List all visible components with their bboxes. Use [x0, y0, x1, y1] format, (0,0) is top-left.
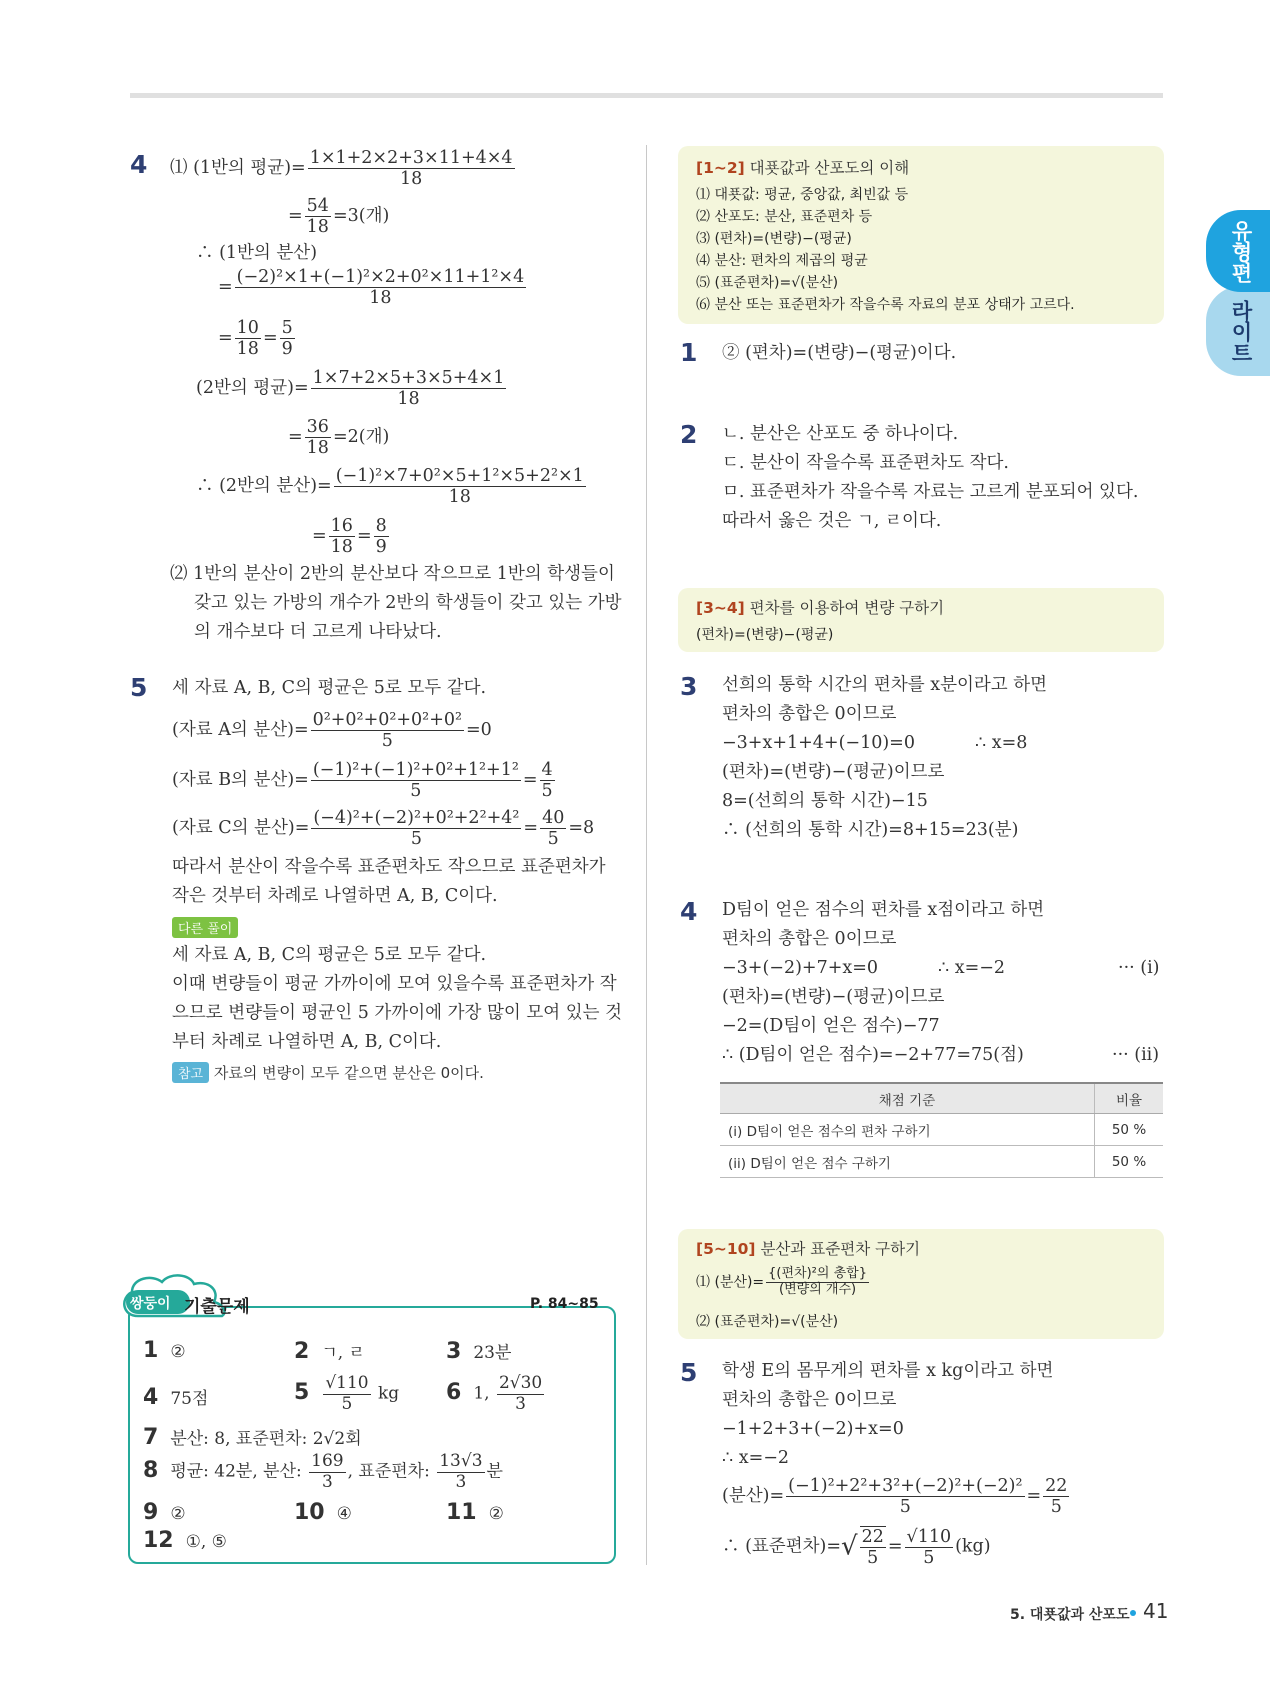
answer-6 — [446, 1374, 546, 1414]
answer-5-key: 5 — [294, 1379, 310, 1405]
side-tab-light[interactable] — [1206, 286, 1270, 376]
answer-11-key: 11 — [446, 1500, 477, 1525]
p5-b-r-den: 5 — [541, 781, 553, 802]
answer-10-key: 10 — [294, 1500, 325, 1525]
answer-9-value: ② — [170, 1504, 186, 1524]
p4-line-5: = $\frac{10}{18}$ = $\frac{5}{9}$ — [218, 318, 293, 360]
answer-key-title: 기출문제 — [184, 1297, 250, 1317]
grading-header-ratio: 비율 — [1095, 1083, 1164, 1114]
answer-7 — [143, 1424, 362, 1450]
q5-sd-label: ∴ (표준편차)= — [722, 1536, 842, 1557]
q5-var-den: 5 — [899, 1497, 911, 1518]
p4-line-7: = $\frac{36}{18}$ =2(개) — [288, 417, 390, 459]
q5-sd-tail: (kg) — [955, 1536, 991, 1557]
grading-ratio-2: 50 % — [1095, 1146, 1164, 1178]
p4-l8-den: 18 — [448, 487, 471, 508]
q5-number: 5 — [680, 1358, 697, 1387]
p4-l1-frac — [308, 148, 515, 189]
p4-l9-frac-b — [374, 516, 389, 557]
p5-c-tail: =8 — [568, 818, 595, 839]
p5-b-den: 5 — [410, 781, 422, 802]
p4-l2-den: 18 — [306, 217, 329, 238]
p5-b-result-frac — [540, 760, 555, 801]
p4-l1-den: 18 — [399, 169, 423, 190]
box3-l1-frac — [766, 1267, 869, 1298]
answer-8-mid: , 표준편차: — [347, 1461, 430, 1482]
answer-9 — [143, 1500, 186, 1525]
answer-12-value: ①, ⑤ — [185, 1532, 227, 1552]
answer-key-badge: 쌍둥이 — [130, 1296, 171, 1312]
answer-7-key: 7 — [143, 1425, 159, 1450]
problem-4-number: 4 — [130, 150, 147, 179]
answer-2 — [294, 1338, 365, 1364]
p4-l5-a-num: 10 — [236, 318, 259, 338]
box1-title — [696, 156, 909, 178]
q5-sd-frac-b — [905, 1527, 954, 1568]
p4-l1-num: 1×1+2×2+3×11+4×4 — [309, 148, 513, 168]
p5-a-frac — [311, 710, 464, 751]
p4-l2-frac — [305, 196, 331, 237]
q2-line-3: ㅁ. 표준편차가 작을수록 자료는 고르게 분포되어 있다. — [722, 482, 1139, 502]
box1-item-6: ⑹ 분산 또는 표준편차가 작을수록 자료의 분포 상태가 고르다. — [696, 297, 1075, 313]
q5-var-r-den: 5 — [1050, 1497, 1062, 1518]
box1-title-text: 대푯값과 산포도의 이해 — [749, 159, 910, 177]
p4-l8-num: (−1)²×7+0²×5+1²×5+2²×1 — [335, 466, 584, 486]
answer-1-key: 1 — [143, 1338, 159, 1363]
p4-l5-b-num: 5 — [281, 318, 293, 338]
p4-l6-label: (2반의 평균)= — [196, 378, 309, 399]
grading-criteria-1: (i) D팀이 얻은 점수의 편차 구하기 — [720, 1114, 1095, 1146]
grading-criteria-2: (ii) D팀이 얻은 점수 구하기 — [720, 1146, 1095, 1178]
answer-1-value: ② — [170, 1342, 186, 1362]
q1-text: ② (편차)=(변량)−(평균)이다. — [722, 343, 957, 363]
q2-number: 2 — [680, 420, 697, 449]
side-tab-light-label: 라이트 — [1229, 299, 1253, 363]
p4-line-9: = $\frac{16}{18}$ = $\frac{8}{9}$ — [312, 516, 387, 558]
answer-6-prefix: 1, — [473, 1383, 490, 1404]
answer-2-key: 2 — [294, 1339, 310, 1364]
p5-b-frac — [311, 760, 521, 801]
p5-b-r-num: 4 — [541, 760, 553, 780]
answer-3 — [446, 1338, 511, 1364]
box3-line-2: ⑵ (표준편차)=√(분산) — [696, 1314, 839, 1330]
p4-l9-frac-a — [329, 516, 355, 557]
p4-line-3: ∴ (1반의 분산) — [196, 243, 318, 263]
q5-sd-a-num: 22 — [861, 1527, 884, 1547]
grading-ratio-1: 50 % — [1095, 1114, 1164, 1146]
p4-l7-den: 18 — [306, 438, 329, 459]
answer-5-frac — [323, 1374, 370, 1414]
q4-mark-ii: ··· (ii) — [1112, 1045, 1160, 1065]
p4-l8-frac — [334, 466, 586, 507]
answer-6-num: 2√30 — [498, 1373, 543, 1393]
answer-5-unit: kg — [378, 1383, 400, 1404]
concept-box-1-2 — [678, 146, 1164, 324]
footer-chapter: 5. 대푯값과 산포도 — [1010, 1607, 1130, 1623]
answer-8-unit: 분 — [486, 1461, 503, 1482]
p5-line-6: 작은 것부터 차례로 나열하면 A, B, C이다. — [172, 886, 498, 906]
box2-title-text: 편차를 이용하여 변량 구하기 — [749, 599, 945, 617]
q2-line-4: 따라서 옳은 것은 ㄱ, ㄹ이다. — [722, 511, 942, 531]
q3-line-5: 8=(선희의 통학 시간)−15 — [722, 791, 928, 811]
answer-8-prefix: 평균: 42분, 분산: — [170, 1461, 302, 1482]
reference-text: 자료의 변량이 모두 같으면 분산은 0이다. — [213, 1064, 484, 1082]
q5-sd-b-num: √110 — [906, 1526, 952, 1547]
box3-title — [696, 1237, 920, 1259]
p4-l7-frac — [305, 417, 331, 458]
p5-c-r-den: 5 — [547, 829, 559, 850]
p4-l7-tail: =2(개) — [332, 427, 390, 448]
q3-number: 3 — [680, 672, 697, 701]
q5-var-r-num: 22 — [1045, 1476, 1068, 1496]
q3-line-3: −3+x+1+4+(−10)=0 — [722, 733, 915, 753]
p4-line-1 — [170, 148, 517, 189]
q5-line-1: 학생 E의 몸무게의 편차를 x kg이라고 하면 — [722, 1361, 1054, 1381]
answer-3-key: 3 — [446, 1339, 462, 1364]
answer-6-key: 6 — [446, 1379, 462, 1405]
p4-line-12: 의 개수보다 더 고르게 나타났다. — [194, 622, 442, 642]
answer-6-frac — [497, 1374, 544, 1414]
p4-line-8 — [196, 466, 588, 507]
concept-box-5-10 — [678, 1229, 1164, 1339]
p4-l4-den: 18 — [369, 288, 392, 309]
box1-item-4: ⑷ 분산: 편차의 제곱의 평균 — [696, 253, 868, 269]
problem-5-number: 5 — [130, 673, 147, 702]
q5-sd-line: ∴ (표준편차)=√ $\frac{22}{5}$ = $\frac{√110}{5}$ (kg) — [722, 1526, 991, 1569]
column-divider — [646, 145, 647, 1565]
side-tab-yuhyeong-label: 유형편 — [1229, 219, 1253, 283]
p4-l6-den: 18 — [397, 389, 420, 410]
answer-5-num: √110 — [325, 1373, 369, 1393]
box2-title — [696, 596, 944, 618]
p4-line-11: 갖고 있는 가방의 개수가 2반의 학생들이 갖고 있는 가방 — [194, 593, 622, 613]
page-number: 41 — [1143, 1599, 1169, 1623]
alt-solution-tag — [172, 917, 238, 938]
grading-table — [720, 1082, 1163, 1178]
p4-line-2: = $\frac{54}{18}$ =3(개) — [288, 196, 390, 238]
grading-header-row — [720, 1083, 1163, 1114]
p4-l9-a-den: 18 — [330, 537, 353, 558]
q4-number: 4 — [680, 897, 697, 926]
q5-sd-b-den: 5 — [923, 1547, 935, 1568]
q5-line-3: −1+2+3+(−2)+x=0 — [722, 1419, 904, 1439]
answer-8-var-den: 3 — [321, 1471, 333, 1492]
q3-line-1: 선희의 통학 시간의 편차를 x분이라고 하면 — [722, 675, 1048, 695]
p5-line-c: (자료 C의 분산)= $\frac{\text{(−4)²+(−2)²+0²+2²+4²}}{5}$ = $\frac{40}{5}$ =8 — [172, 808, 595, 850]
answer-8-var-frac — [309, 1452, 345, 1492]
footer-dot — [1130, 1610, 1136, 1616]
answer-8-key: 8 — [143, 1457, 159, 1483]
q5-line-4: ∴ x=−2 — [722, 1448, 790, 1468]
q4-line-6: ∴ (D팀이 얻은 점수)=−2+77=75(점) — [722, 1045, 1024, 1065]
q5-sd-frac-a — [860, 1526, 886, 1568]
p4-l9-a-num: 16 — [330, 516, 353, 536]
q4-line-4: (편차)=(변량)−(평균)이므로 — [722, 987, 945, 1007]
q2-line-1: ㄴ. 분산은 산포도 중 하나이다. — [722, 424, 959, 444]
p4-l1-label: ⑴ (1반의 평균)= — [170, 158, 306, 179]
answer-3-value: 23분 — [473, 1343, 512, 1363]
p4-l2-num: 54 — [306, 196, 329, 216]
grading-row — [720, 1146, 1163, 1178]
p5-line-a — [172, 710, 492, 751]
p4-l5-b-den: 9 — [281, 339, 293, 360]
q1-number: 1 — [680, 338, 697, 367]
answer-9-key: 9 — [143, 1500, 159, 1525]
q5-var-label: (분산)= — [722, 1486, 785, 1507]
q2-line-2: ㄷ. 분산이 작을수록 표준편차도 작다. — [722, 453, 1009, 473]
grading-header-criteria: 채점 기준 — [720, 1083, 1095, 1114]
answer-5-den: 5 — [341, 1393, 353, 1414]
box3-title-bracket: [5~10] — [696, 1240, 756, 1258]
concept-box-3-4 — [678, 588, 1164, 652]
p5-a-label: (자료 A의 분산)= — [172, 720, 309, 741]
p5-c-num: (−4)²+(−2)²+0²+2²+4² — [313, 808, 520, 828]
box1-item-1: ⑴ 대푯값: 평균, 중앙값, 최빈값 등 — [696, 187, 909, 203]
p4-l6-frac — [311, 368, 507, 409]
box3-line-1 — [696, 1267, 871, 1298]
q4-line-1: D팀이 얻은 점수의 편차를 x점이라고 하면 — [722, 900, 1045, 920]
answer-2-value: ㄱ, ㄹ — [321, 1343, 365, 1363]
answer-11 — [446, 1500, 504, 1525]
box1-item-3: ⑶ (편차)=(변량)−(평균) — [696, 231, 852, 247]
p5-c-frac — [311, 808, 521, 849]
p5-line-7: 세 자료 A, B, C의 평균은 5로 모두 같다. — [172, 945, 487, 965]
answer-10 — [294, 1500, 352, 1525]
box3-l1-den: (변량의 개수) — [779, 1281, 857, 1297]
q3-line-3-tail: ∴ x=8 — [975, 733, 1028, 753]
p5-line-5: 따라서 분산이 작을수록 표준편차도 작으므로 표준편차가 — [172, 857, 606, 877]
box1-title-bracket: [1~2] — [696, 159, 745, 177]
reference-note — [172, 1062, 484, 1083]
box3-l1-num: {(편차)²의 총합} — [768, 1266, 867, 1281]
p5-line-10: 부터 차례로 나열하면 A, B, C이다. — [172, 1032, 442, 1052]
answer-11-value: ② — [488, 1504, 504, 1524]
p4-l8-label: ∴ (2반의 분산)= — [196, 476, 332, 497]
answer-12-key: 12 — [143, 1528, 174, 1553]
p4-l2-tail: =3(개) — [332, 206, 390, 227]
p4-line-4: = $\frac{\text{(−2)²×1+(−1)²×2+0²×11+1²×4}}{18}$ — [218, 267, 525, 309]
p4-l5-frac-a — [235, 318, 261, 359]
p4-l4-num: (−2)²×1+(−1)²×2+0²×11+1²×4 — [236, 267, 525, 287]
p5-line-9: 으므로 변량들이 평균인 5 가까이에 가장 많이 모여 있는 것 — [172, 1003, 623, 1023]
q3-line-2: 편차의 총합은 0이므로 — [722, 704, 897, 724]
box2-line: (편차)=(변량)−(평균) — [696, 627, 834, 643]
q5-var-num: (−1)²+2²+3²+(−2)²+(−2)² — [788, 1476, 1023, 1496]
alt-solution-tag-label: 다른 풀이 — [172, 917, 238, 938]
answer-4 — [143, 1384, 208, 1410]
q3-line-4: (편차)=(변량)−(평균)이므로 — [722, 762, 945, 782]
p5-line-8: 이때 변량들이 평균 가까이에 모여 있을수록 표준편차가 작 — [172, 974, 617, 994]
p5-line-1: 세 자료 A, B, C의 평균은 5로 모두 같다. — [172, 678, 487, 698]
answer-8-var-num: 169 — [311, 1451, 344, 1471]
q5-var-frac — [786, 1476, 1024, 1517]
p4-l9-b-num: 8 — [375, 516, 387, 536]
q3-line-6: ∴ (선희의 통학 시간)=8+15=23(분) — [722, 820, 1019, 840]
box1-item-5: ⑸ (표준편차)=√(분산) — [696, 275, 839, 291]
q4-line-3: −3+(−2)+7+x=0 — [722, 958, 879, 978]
answer-1 — [143, 1338, 186, 1363]
p5-a-tail: =0 — [466, 720, 492, 741]
reference-tag: 참고 — [172, 1062, 209, 1083]
q5-line-2: 편차의 총합은 0이므로 — [722, 1390, 897, 1410]
p5-c-label: (자료 C의 분산)= — [172, 818, 310, 839]
q4-line-3-tail: ∴ x=−2 — [938, 958, 1006, 978]
p5-b-num: (−1)²+(−1)²+0²+1²+1² — [312, 760, 519, 780]
side-tab-yuhyeong[interactable] — [1206, 210, 1270, 292]
p4-l9-b-den: 9 — [375, 537, 387, 558]
p5-a-den: 5 — [381, 731, 393, 752]
p4-line-6 — [196, 368, 508, 409]
p4-l5-frac-b — [280, 318, 295, 359]
answer-6-den: 3 — [515, 1393, 526, 1414]
top-rule — [130, 93, 1163, 98]
q5-variance-line: (분산)= $\frac{\text{(−1)²+2²+3²+(−2)²+(−2)²}}{5}$ = $\frac{22}{5}$ — [722, 1476, 1068, 1518]
answer-10-value: ④ — [336, 1504, 352, 1524]
answer-4-value: 75점 — [170, 1389, 209, 1409]
box3-l1-prefix: ⑴ (분산)= — [696, 1274, 765, 1291]
p5-line-b: (자료 B의 분산)= $\frac{\text{(−1)²+(−1)²+0²+1²+1²}}{5}$ = $\frac{4}{5}$ — [172, 760, 553, 802]
answer-8 — [143, 1452, 503, 1492]
p5-c-r-num: 40 — [542, 808, 565, 828]
answer-5 — [294, 1374, 399, 1414]
p4-l5-a-den: 18 — [236, 339, 259, 360]
answer-4-key: 4 — [143, 1385, 159, 1410]
p4-line-10: ⑵ 1반의 분산이 2반의 분산보다 작으므로 1반의 학생들이 — [170, 564, 615, 584]
grading-row — [720, 1114, 1163, 1146]
box1-item-2: ⑵ 산포도: 분산, 표준편차 등 — [696, 209, 873, 225]
q4-line-5: −2=(D팀이 얻은 점수)−77 — [722, 1016, 940, 1036]
q5-sd-a-den: 5 — [867, 1548, 879, 1569]
p5-c-den: 5 — [410, 829, 422, 850]
p5-b-label: (자료 B의 분산)= — [172, 770, 309, 791]
box2-title-bracket: [3~4] — [696, 599, 745, 617]
q4-mark-i: ··· (i) — [1118, 958, 1160, 978]
p5-a-num: 0²+0²+0²+0²+0² — [312, 710, 463, 730]
p4-l6-num: 1×7+2×5+3×5+4×1 — [312, 368, 505, 388]
p4-l7-num: 36 — [306, 417, 329, 437]
p5-c-result-frac — [540, 808, 566, 849]
p4-l4-frac — [235, 267, 527, 308]
answer-key-pages: P. 84~85 — [530, 1296, 599, 1312]
box3-title-text: 분산과 표준편차 구하기 — [760, 1240, 921, 1258]
answer-8-sd-num: 13√3 — [439, 1451, 483, 1471]
q4-line-2: 편차의 총합은 0이므로 — [722, 929, 897, 949]
answer-7-value: 분산: 8, 표준편차: 2√2회 — [170, 1429, 362, 1449]
answer-12 — [143, 1528, 227, 1553]
answer-8-sd-den: 3 — [455, 1471, 467, 1492]
q5-var-result-frac — [1043, 1476, 1069, 1517]
answer-8-sd-frac — [437, 1452, 484, 1492]
